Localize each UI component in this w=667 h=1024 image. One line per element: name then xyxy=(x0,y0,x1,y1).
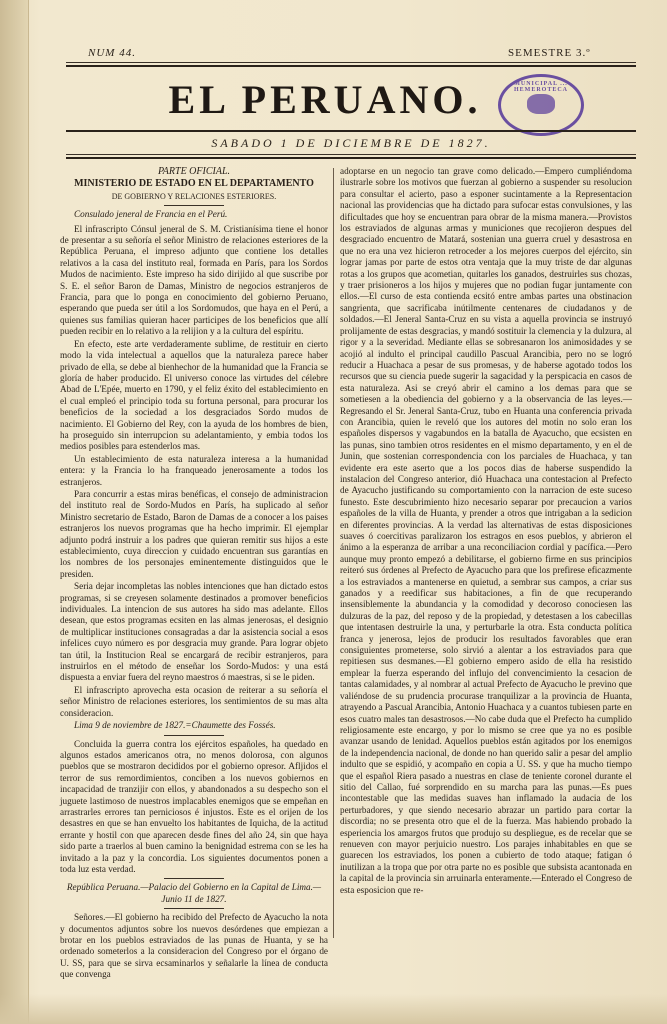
header-rule-top xyxy=(66,62,636,63)
date-rule-bottom-thick xyxy=(66,157,636,159)
consulate-heading: Consulado jeneral de Francia en el Perú. xyxy=(74,209,228,220)
ministry-heading: MINISTERIO DE ESTADO EN EL DEPARTAMENTO xyxy=(74,178,314,190)
section-rule xyxy=(164,735,224,736)
paragraph: Concluida la guerra contra los ejércitos españoles, ha quedado en algunos estados americanos otra, no menos dolorosa, con algunos pueblos que se mostraron decididos por el gobierno opresor. Afljidos el terror de sus remordimientos, conciben a los nuevos gobiernos en incapacidad de tranzijir con ellos, y abandonados a su despecho son el juguete lastimoso de nuestros implacables enemigos que se empeñan en arrastrarles errores tan perniciosos é injustos. Este es el orijen de los desastres en que se han envuelto los habitantes de Iquicha, de la actitud errante y hostil con que aparecen desde fines del año 24, sin que haya sido parte a traerlos al buen camino la benignidad estrema con se les ha invitado a la paz y la concordia. Los siguientes documentos ponen a toda luz esta verdad. xyxy=(60,738,328,874)
issue-number: NUM 44. xyxy=(88,47,136,59)
date-rule-bottom xyxy=(66,154,636,155)
paragraph: Seria dejar incompletas las nobles intenciones que han dictado estos programas, si se creyesen solamente destinados a promover beneficios individuales. La intencion de sus autores ha sido mas adelante. Ellos desean, que estos programas ecsiten en las almas jenerosas, el designio de multiplicar instituciones consagradas a dar la asistencia social a esos infelices cuyo número es por desgracia muy grande. Para lograr objeto tan útil, la Institucion Real se encargará de recibir estranjeros, para instruirlos en el método de enseñar los Sordo-Mudos: y una está dispuesta a enviar fuera del reyno maestros ó maestras, si se le piden. xyxy=(60,581,328,683)
section-rule xyxy=(164,908,224,909)
paragraph: adoptarse en un negocio tan grave como delicado.—Empero cumpliéndoma ilustrarle sobre los motivos que fuerzan al gobierno a suspender su resolucion para consultar el acierto, paso a esponer sucintamente a la Representacion nacional las providencias que ha dictado para sufocar estas convulsiones, y las dificultades que hoy se encuentran para obrar de la misma manera.—Provistos los estraviados de algunas armas y municiones que recojieron despues del desgraciado encuentro de Matará, sostenian una guerra cruel y desastrosa en que no era una vez hicieron retroceder a los mejores cuerpos del ejército, sin lograr jamas por parte de estos otra ventaja que la muy triste de dar algunas rotas a los grupos que acometian, quitarles los ganados, destruirles sus chozas, y traer prisioneros a los hijos y mujeres que no podian fugar juntamente con ellos.—El curso de esta contienda ecsitó entre ambas partes una obstinacion sangrienta, que sacrificaba inútilmente centenares de ciudadanos y de soldados.—El Jeneral Santa-Cruz en su vista a aquella provincia se instruyó prolijamente de estas desgracias, y mandó sostituir la clemencia y la dulzura, al rigor y a la severidad. Mediante ellas se sobresanaron los animosidades y se acojió al indulto el principal caudillo Pascual Arancibia, pero no se logró reducir a Huachaca a pesar de sus promesas, y de haberse agotado todos los recursos que su ciencia puede sugerir la sagacidad y la perspicacia en casos de esta naturaleza. Asi se creyó abrir el camino a los demas para que se sometiesen a la obediencia del gobierno y a la observancia de las leyes.—Regresando el Sr. Jeneral Santa-Cruz, tubo en Huanta una conferencia privada con Arancibia, quien le reveló que los autores del motin no solo eran los españoles dispersos y vagabundos en la batalla de Ayacucho, que ecsisten en las punas, sino tambien otros residentes en el mismo departamento, y en el de Junin, que sostenian correspondencia con los parciales de Huachaca, y tan evidente era este aserto que a los pocos dias de haberse suspendido la instalacion del Congreso anterior, dió Huachaca una contestacion al Prefecto de Ayacucho justificando su comportamiento con la narracion de este suceso funesto. Este descubrimiento hizo necesario separar por precaucion a varios españoles de la villa de Huanta, y prender a otros que intrigaban a la sedicion en diferentes provincias. A la verdad las alternativas de estas disposiciones suaves ó coercitivas paralizaron los estragos en esos pueblos, y abrieron el ánimo a la esperanza de arribar a una reconciliacion cordial y pacífica.—Pero aunque muy pronto empezó a debilitarse, el gobierno firme en sus principios reiteró sus órdenes al Prefecto de Ayacucho para que los prefirese eficazmente a los estraviados a mantenerse en quietud, a sembrar sus campos, a criar sus ganados y a reedificar sus habitaciones, a fin de que recuperando insensiblemente la abundancia y la comodidad y decoroso conociesen las dulzuras de la paz, del reposo y de la propiedad, y detestasen a los cabecillas que intentasen destruirle la una, y perturbarle la otra. Esta conducta política franca y jenerosa, lejos de producir los resultados favorables que eran consiguientes prometerse, solo sirvió a alentar a los estraviados para que repitiesen sus desmanes.—El gobierno empero asido de ella ha resistido emplear la fuerza esperando del influjo del convencimiento la cesacion de tantas calamidades, y al nombrar al actual Prefecto de Ayacucho le previno que valiéndose de su prudencia procurase tranquilizar a la provincia de Huanta, atrayendo a Pascual Arancibia, Antonio Huachaca y a cuantos tubiesen parte en esos cuatro males tan desastrosos.—No cabe duda que el Prefecto ha cumplido religiosamente este encargo, y por lo mismo se cree que ya no es posible avanzar usando de lenidad. Aquellos pueblos están agitados por los enemigos de la independencia nacional, de donde no han querido salir a pesar del amplio indulto que se espidió, y acompaño en copia a U. SS. y que ha mucho tiempo que el español Riera pasado a nuestras en clase de teniente coronel durante el sitio del Callao, fué sorprendido en su marcha para las punas.—Es pues incontestable que las medidas suaves han inflamado la audacia de los perturbadores, y que siendo necesario abrazar un partido para cortar la discordia; no se presenta otro que el de la fuerza. Mas habiendo probado la esperiencia los amargos frutos que produjo su despliegue, es de recelar que se renueven con mayor perjuicio nuestro. Los parajes inhabitables en que se guarecen los estraviados, los ponen a cubierto de todo ataque; fatigan ó inutilizan a la tropa que por otra parte no es posible que subsista acantonada en la capital de la provincia sin arruinarla enteramente.—Enterado el Congreso de esta esposicion que re- xyxy=(340,166,632,895)
masthead-title: EL PERUANO. xyxy=(168,77,482,122)
stamp-seal-icon xyxy=(527,94,555,114)
section-rule xyxy=(164,878,224,879)
paragraph: El infrascripto Cónsul jeneral de S. M. Cristianísima tiene el honor de presentar a su señoría el señor Ministro de relaciones esteriores de la República Peruana, el impreso adjunto que contiene los detalles relativos a la casa del instituto real, formada en París, para los Sordos Mudos de nacimiento. Este impreso ha sido dirijido al que suscribe por S. E. el señor Baron de Damas, Ministro de negocios estranjeros de Francia, para que lo ponga en conocimiento del gobierno Peruano, esperando que pueda ser útil a los Sordomudos, que haya en el Perú, a quienes sus familias quieran hacer participes de los beneficios que allí pueden recibir en lo relativo a la relijion y a la cultura del espíritu. xyxy=(60,223,328,337)
dateline: República Peruana.—Palacio del Gobierno en la Capital de Lima.—Junio 11 de 1827. xyxy=(66,882,322,904)
issue-date: SABADO 1 DE DICIEMBRE DE 1827. xyxy=(211,136,491,150)
signature-line: Lima 9 de noviembre de 1827.=Chaumette des Fossés. xyxy=(74,720,276,731)
paragraph: El infrascripto aprovecha esta ocasion de reiterar a su señoría el señor Ministro de relaciones esteriores, los sentimientos de su mas alta consideracion. xyxy=(60,684,328,718)
paragraph: En efecto, este arte verdaderamente sublime, de restituir en cierto modo la vida intelectual a aquellos que la naturaleza parece haber privado de ella, se debe al bienhechor de la humanidad que la Francia se gloría de haber producido. El universo conoce las virtudes del célebre Abad de L'Epée, muerto en 1790, y el feliz éxito del establecimiento en el cual empleó el principio toda su fortuna personal, para procurar los beneficios de la sociedad a los desgraciados Sordo mudos de nacimiento. El Gobierno del Rey, con la ayuda de los hombres de bien, ha proseguido sin interrupcion su adelantamiento, y embia todos los medios posibles para estenderlos mas. xyxy=(60,338,328,452)
library-stamp xyxy=(498,74,584,136)
paragraph: Un establecimiento de esta naturaleza interesa a la humanidad entera: y la Francia lo ha franqueado jenerosamente a todos los estranjeros. xyxy=(60,453,328,487)
ministry-subheading: DE GOBIERNO Y RELACIONES ESTERIORES. xyxy=(111,191,277,201)
column-divider xyxy=(333,168,334,938)
paragraph: Señores.—El gobierno ha recibido del Prefecto de Ayacucho la nota y documentos adjuntos sobre los nuevos desórdenes que empiezan a brotar en los pueblos estraviados de las punas de Huanta, y se ha ordenado someterlos a la consideracion del Congreso por el órgano de U. SS, para que se sirva ecsaminarlos y señalarle la línea de conducta que convenga xyxy=(60,912,328,980)
section-heading: PARTE OFICIAL. xyxy=(157,166,231,177)
section-rule xyxy=(164,205,224,206)
binding-edge xyxy=(0,0,29,1024)
paragraph: Para concurrir a estas miras benéficas, el consejo de administracion del instituto real de Sordo-Mudos en París, ha suplicado al señor Ministro secretario de Estado, Baron de Damas de a conocer a los paises estranjeros los nuevos programas que ha hecho imprimir. El ejemplar adjunto podrá instruir a los padres que quieran remitir sus hijos a este establecimiento, cuya direccion y cuidado encuentran sus garantías en los nombres de los personajes eminentemente distinguidos que le presiden. xyxy=(60,488,328,579)
semester-label: SEMESTRE 3.º xyxy=(508,47,591,59)
left-column xyxy=(60,166,328,982)
date-rule-top xyxy=(66,130,636,132)
page-shadow xyxy=(0,994,667,1024)
right-column xyxy=(340,166,632,897)
stamp-text: MUNICIPAL ... HEMEROTECA xyxy=(513,81,568,93)
header-rule-top-thick xyxy=(66,65,636,67)
